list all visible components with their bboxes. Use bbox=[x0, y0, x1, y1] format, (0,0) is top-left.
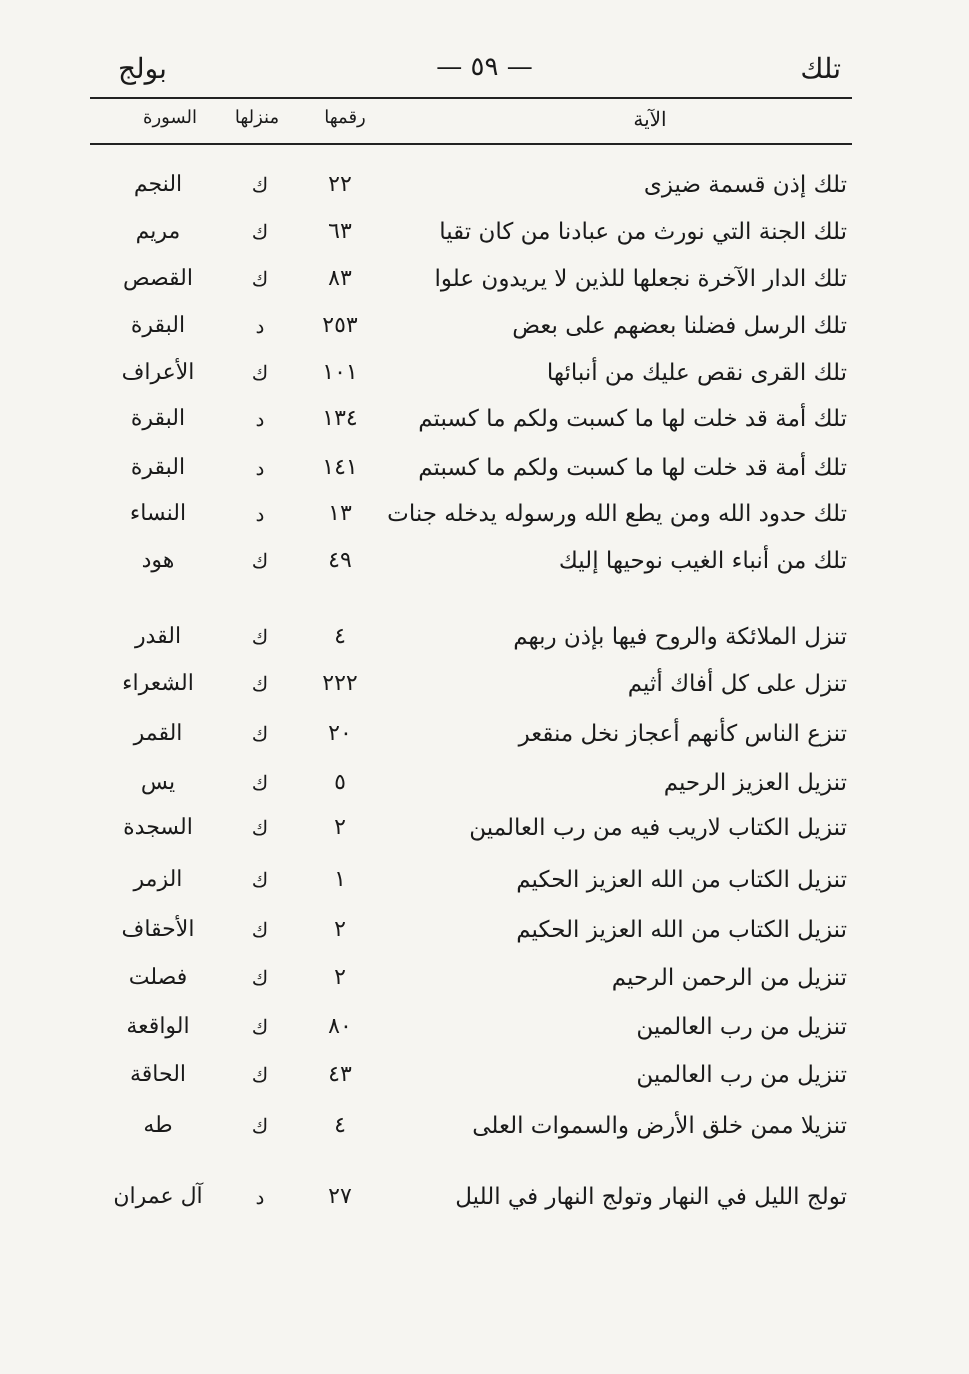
table-row bbox=[0, 541, 969, 581]
ayah-number: ٢٧ bbox=[328, 1184, 352, 1209]
ayah-number: ١ bbox=[334, 867, 346, 892]
table-row bbox=[0, 399, 969, 439]
ayah-text: تنزيل الكتاب لاريب فيه من رب العالمين bbox=[469, 815, 847, 841]
ayah-number: ٢٠ bbox=[328, 721, 352, 746]
table-row bbox=[0, 714, 969, 754]
ayah-text: تلك من أنباء الغيب نوحيها إليك bbox=[558, 548, 847, 574]
revelation-place: ك bbox=[251, 1015, 269, 1039]
ayah-text: تنزيل من رب العالمين bbox=[636, 1014, 847, 1040]
ayah-text: تنزيل من رب العالمين bbox=[636, 1062, 847, 1088]
surah-name: هود bbox=[141, 548, 175, 573]
table-row bbox=[0, 259, 969, 299]
revelation-place: ك bbox=[251, 1063, 269, 1087]
ayah-number: ٨٠ bbox=[328, 1014, 352, 1039]
surah-name: الزمر bbox=[133, 867, 183, 892]
ayah-number: ١٠١ bbox=[322, 360, 358, 385]
column-header-surah: السورة bbox=[143, 107, 197, 128]
table-row bbox=[0, 763, 969, 803]
ayah-number: ١٤١ bbox=[322, 455, 358, 480]
surah-name: فصلت bbox=[128, 965, 188, 990]
table-row bbox=[0, 664, 969, 704]
surah-name: الأعراف bbox=[121, 360, 195, 385]
table-row bbox=[0, 494, 969, 534]
page-number: — ٥٩ — bbox=[436, 52, 533, 82]
ayah-number: ٤ bbox=[334, 624, 346, 649]
ayah-text: تلك القرى نقص عليك من أنبائها bbox=[546, 360, 847, 386]
revelation-place: ك bbox=[251, 722, 269, 746]
ayah-number: ٤ bbox=[334, 1113, 346, 1138]
revelation-place: ك bbox=[251, 220, 269, 244]
surah-name: الحاقة bbox=[129, 1062, 187, 1087]
surah-name: البقرة bbox=[130, 406, 186, 431]
revelation-place: ك bbox=[251, 771, 269, 795]
revelation-place: ك bbox=[251, 672, 269, 696]
ayah-number: ٢٢٢ bbox=[322, 671, 358, 696]
surah-name: البقرة bbox=[130, 455, 186, 480]
ayah-text: تنزيل الكتاب من الله العزيز الحكيم bbox=[516, 867, 847, 893]
column-header-number: رقمها bbox=[324, 107, 366, 128]
header-rule bbox=[90, 143, 852, 145]
table-row bbox=[0, 617, 969, 657]
surah-name: آل عمران bbox=[113, 1184, 203, 1209]
revelation-place: د bbox=[255, 456, 265, 480]
revelation-place: ك bbox=[251, 868, 269, 892]
surah-name: النجم bbox=[133, 172, 183, 197]
table-row bbox=[0, 1177, 969, 1217]
ayah-text: تنزل الملائكة والروح فيها بإذن ربهم bbox=[513, 624, 847, 650]
table-row bbox=[0, 165, 969, 205]
column-header-place: منزلها bbox=[234, 107, 280, 128]
ayah-number: ١٣٤ bbox=[322, 406, 358, 431]
revelation-place: ك bbox=[251, 816, 269, 840]
ayah-number: ٢ bbox=[334, 965, 346, 990]
ayah-number: ١٣ bbox=[328, 501, 352, 526]
ayah-text: تلك الجنة التي نورث من عبادنا من كان تقيا bbox=[439, 219, 847, 245]
revelation-place: ك bbox=[251, 625, 269, 649]
header-left-word: بولج bbox=[118, 52, 167, 85]
ayah-text: تلك إذن قسمة ضيزى bbox=[643, 172, 847, 198]
ayah-number: ٢٢ bbox=[328, 172, 352, 197]
table-row bbox=[0, 1106, 969, 1146]
surah-name: طه bbox=[143, 1113, 173, 1138]
top-rule bbox=[90, 97, 852, 99]
column-header-ayah: الآية bbox=[633, 107, 667, 131]
ayah-number: ٦٣ bbox=[328, 219, 352, 244]
revelation-place: ك bbox=[251, 966, 269, 990]
surah-name: مريم bbox=[135, 219, 181, 244]
revelation-place: ك bbox=[251, 918, 269, 942]
ayah-number: ٨٣ bbox=[328, 266, 352, 291]
surah-name: القصص bbox=[123, 266, 193, 291]
ayah-number: ٢٥٣ bbox=[322, 313, 358, 338]
header-right-word: تلك bbox=[800, 52, 841, 85]
ayah-number: ٥ bbox=[334, 770, 346, 795]
table-row bbox=[0, 353, 969, 393]
revelation-place: د bbox=[255, 314, 265, 338]
surah-name: النساء bbox=[129, 501, 187, 526]
ayah-number: ٢ bbox=[334, 917, 346, 942]
ayah-text: تلك حدود الله ومن يطع الله ورسوله يدخله جنات bbox=[387, 501, 847, 527]
surah-name: الشعراء bbox=[122, 671, 194, 696]
table-row bbox=[0, 1055, 969, 1095]
ayah-text: تنزيلا ممن خلق الأرض والسموات العلى bbox=[472, 1113, 847, 1139]
surah-name: السجدة bbox=[123, 815, 193, 840]
ayah-number: ٢ bbox=[334, 815, 346, 840]
ayah-text: تولج الليل في النهار وتولج النهار في الليل bbox=[455, 1184, 847, 1210]
ayah-number: ٤٣ bbox=[328, 1062, 352, 1087]
ayah-text: تنزل على كل أفاك أثيم bbox=[627, 671, 847, 697]
revelation-place: ك bbox=[251, 1114, 269, 1138]
table-row bbox=[0, 910, 969, 950]
surah-name: البقرة bbox=[130, 313, 186, 338]
table-row bbox=[0, 306, 969, 346]
ayah-text: تنزيل من الرحمن الرحيم bbox=[611, 965, 847, 991]
revelation-place: ك bbox=[251, 549, 269, 573]
table-row bbox=[0, 808, 969, 848]
ayah-text: تنزع الناس كأنهم أعجاز نخل منقعر bbox=[518, 721, 847, 747]
table-row bbox=[0, 860, 969, 900]
revelation-place: د bbox=[255, 502, 265, 526]
surah-name: القمر bbox=[133, 721, 183, 746]
ayah-text: تنزيل الكتاب من الله العزيز الحكيم bbox=[516, 917, 847, 943]
surah-name: الأحقاف bbox=[121, 917, 195, 942]
revelation-place: ك bbox=[251, 173, 269, 197]
table-row bbox=[0, 958, 969, 998]
revelation-place: ك bbox=[251, 361, 269, 385]
ayah-text: تلك أمة قد خلت لها ما كسبت ولكم ما كسبتم bbox=[418, 455, 847, 481]
table-row bbox=[0, 212, 969, 252]
ayah-text: تنزيل العزيز الرحيم bbox=[663, 770, 847, 796]
surah-name: الواقعة bbox=[126, 1014, 190, 1039]
revelation-place: د bbox=[255, 407, 265, 431]
surah-name: القدر bbox=[134, 624, 182, 649]
ayah-text: تلك الرسل فضلنا بعضهم على بعض bbox=[512, 313, 847, 339]
surah-name: يس bbox=[140, 770, 176, 795]
ayah-text: تلك أمة قد خلت لها ما كسبت ولكم ما كسبتم bbox=[418, 406, 847, 432]
ayah-text: تلك الدار الآخرة نجعلها للذين لا يريدون علوا bbox=[434, 266, 847, 292]
revelation-place: ك bbox=[251, 267, 269, 291]
table-row bbox=[0, 448, 969, 488]
revelation-place: د bbox=[255, 1185, 265, 1209]
ayah-number: ٤٩ bbox=[328, 548, 352, 573]
table-row bbox=[0, 1007, 969, 1047]
